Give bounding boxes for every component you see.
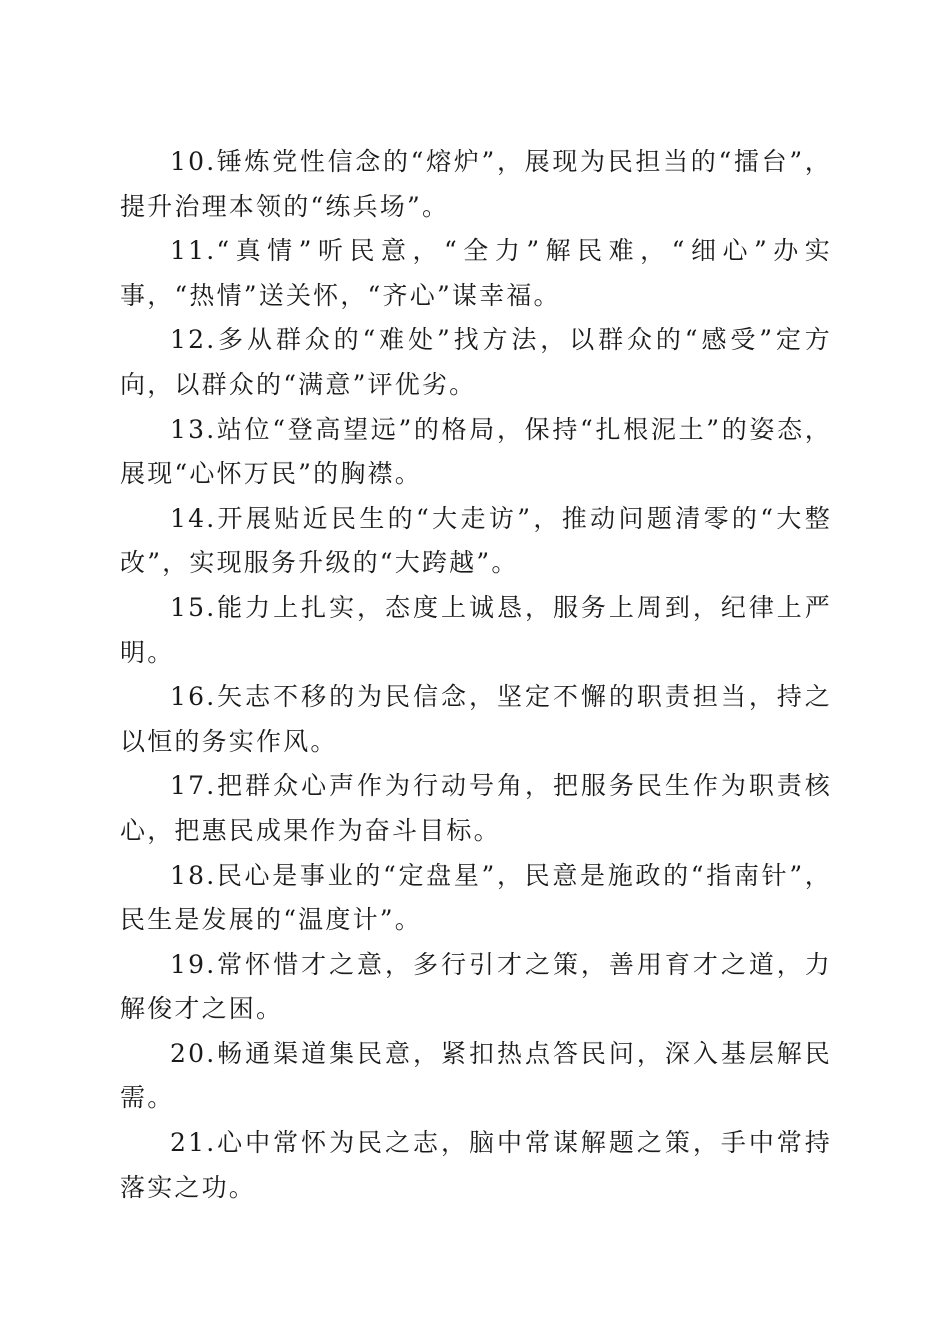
paragraph-14: 14.开展贴近民生的“大走访”，推动问题清零的“大整改”，实现服务升级的“大跨越”。: [120, 503, 832, 578]
paragraph-21: 21.心中常怀为民之志，脑中常谋解题之策，手中常持落实之功。: [120, 1128, 832, 1202]
paragraph-19: 19.常怀惜才之意，多行引才之策，善用育才之道，力解俊才之困。: [120, 949, 832, 1024]
paragraph-11: 11.“真情”听民意，“全力”解民难，“细心”办实事，“热情”送关怀，“齐心”谋幸福。: [120, 236, 832, 310]
paragraph-15: 15.能力上扎实，态度上诚恳，服务上周到，纪律上严明。: [120, 592, 832, 667]
paragraph-12: 12.多从群众的“难处”找方法，以群众的“感受”定方向，以群众的“满意”评优劣。: [120, 325, 832, 399]
paragraph-13: 13.站位“登高望远”的格局，保持“扎根泥土”的姿态，展现“心怀万民”的胸襟。: [120, 414, 832, 489]
paragraph-18: 18.民心是事业的“定盘星”，民意是施政的“指南针”，民生是发展的“温度计”。: [120, 860, 832, 935]
document-body: [120, 140, 832, 1210]
paragraph-20: 20.畅通渠道集民意，紧扣热点答民问，深入基层解民需。: [120, 1038, 832, 1113]
paragraph-10: 10.锤炼党性信念的“熔炉”，展现为民担当的“擂台”，提升治理本领的“练兵场”。: [120, 147, 832, 221]
paragraph-16: 16.矢志不移的为民信念，坚定不懈的职责担当，持之以恒的务实作风。: [120, 682, 832, 756]
paragraph-17: 17.把群众心声作为行动号角，把服务民生作为职责核心，把惠民成果作为奋斗目标。: [120, 771, 832, 845]
